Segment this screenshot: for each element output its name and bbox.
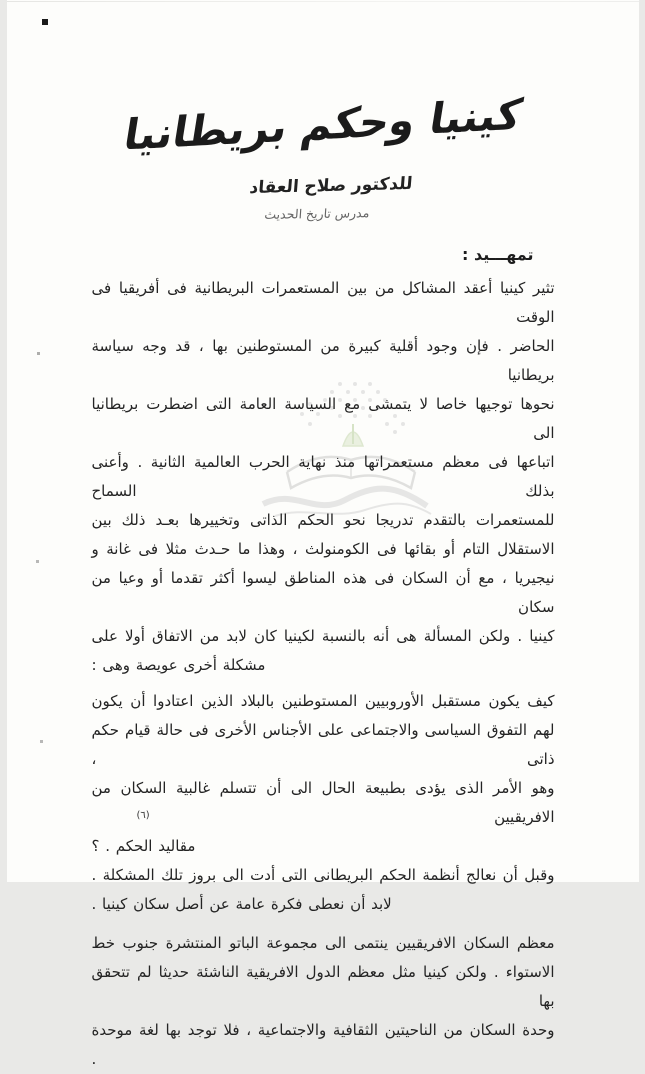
ink-speck [36,560,39,563]
text-line: مشكلة أخرى عويصة وهى : [91,656,266,674]
page-number: (٦) [136,810,150,821]
text-line: الاستواء . ولكن كينيا مثل معظم الدول الافريقية الناشئة حديثا لم تتحقق بها [91,963,555,1010]
paragraph [92,687,555,861]
text-line: معظم السكان الافريقيين ينتمى الى مجموعة الباتو المنتشرة جنوب خط [91,934,555,952]
text-line: كينيا . ولكن المسألة هى أنه بالنسبة لكينيا كان لابد من الاتفاق أولا على [91,627,555,645]
text-line: مقاليد الحكم . ؟ [91,837,196,855]
section-heading: تمهـــيد : [462,245,534,264]
author-byline: للدكتور صلاح العقاد [248,173,413,199]
text-line: وقبل أن نعالج أنظمة الحكم البريطانى التى أدت الى بروز تلك المشكلة . [91,866,555,884]
text-line: لهم التفوق السياسى والاجتماعى على الأجناس الأخرى فى حالة قيام حكم ذاتى ، [91,721,555,768]
text-line: نيجيريا ، مع أن السكان فى هذه المناطق ليسوا أكثر تقدما أو وعيا من سكان [91,569,555,616]
text-line: تثير كينيا أعقد المشاكل من بين المستعمرات البريطانية فى أفريقيا فى الوقت [91,279,555,326]
paragraph [92,274,555,680]
scanned-page [7,0,639,1068]
page-title: كينيا وحكم بريطانيا [120,89,525,160]
text-line: نحوها توجيها خاصا لا يتمشى مع السياسة العامة التى اضطرت بريطانيا الى [91,395,555,442]
text-line: كيف يكون مستقبل الأوروبيين المستوطنين بالبلاد الذين اعتادوا أن يكون [91,692,555,710]
author-role: مدرس تاريخ الحديث [263,205,370,222]
paragraph [92,861,555,919]
text-line: الحاضر . فإن وجود أقلية كبيرة من المستوطنين بها ، قد وجه سياسة بريطانيا [91,337,555,384]
text-line: وحدة السكان من الناحيتين الثقافية والاجتماعية ، فلا توجد بها لغة موحدة . [91,1021,555,1068]
body-text [92,244,555,1074]
text-line: لابد أن نعطى فكرة عامة عن أصل سكان كينيا . [91,895,392,913]
ink-speck [37,352,40,355]
text-line: للمستعمرات بالتقدم تدريجا نحو الحكم الذاتى وتخييرها بعـد ذلك بين [91,511,555,529]
scan-edge-line [7,1,639,2]
ink-speck [42,19,48,25]
text-line: وهو الأمر الذى يؤدى بطبيعة الحال الى أن تتسلم غالبية السكان من الافريقيين [91,779,555,826]
paragraph [92,929,555,1074]
ink-speck [40,740,43,743]
text-line: اتباعها فى معظم مستعمراتها منذ نهاية الحرب العالمية الثانية . وأعنى بذلك السماح [91,453,555,500]
paragraphs-container [92,274,555,1074]
text-line: الاستقلال التام أو بقائها فى الكومنولث ، وهذا ما حـدث مثلا فى غانة و [91,540,555,558]
